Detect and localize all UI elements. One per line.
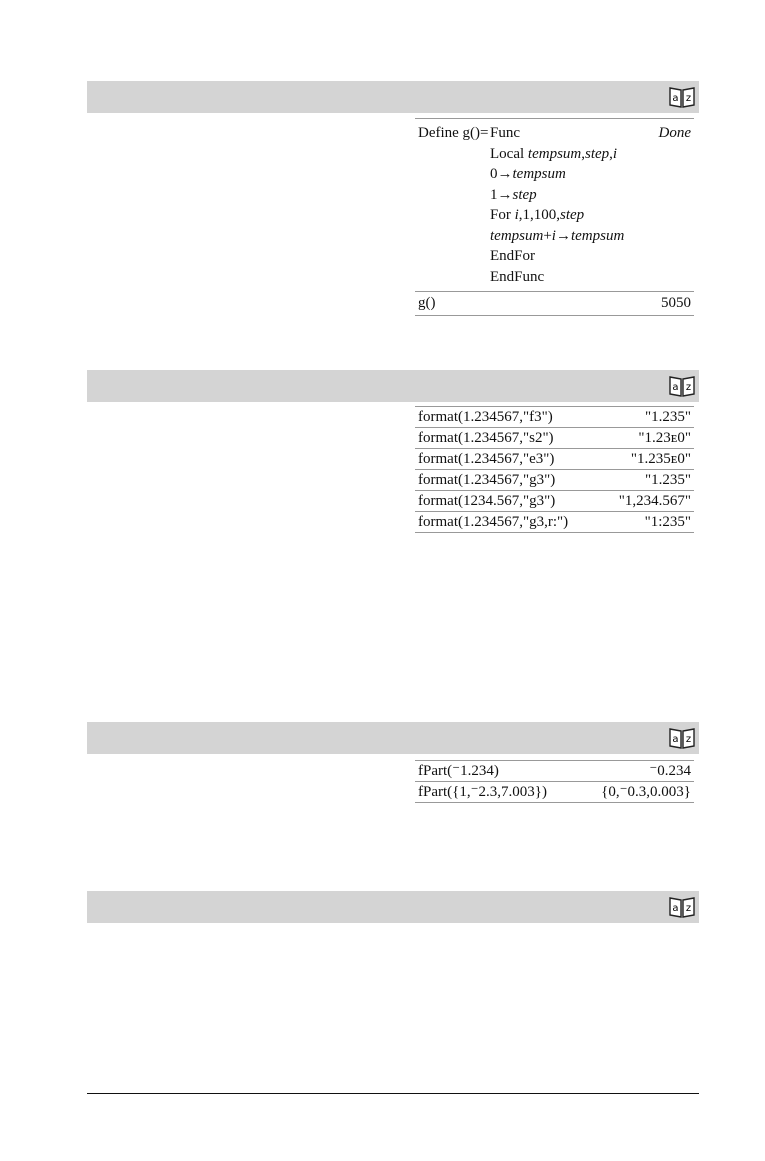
catalog-book-icon — [669, 895, 695, 919]
call-input: g() — [418, 295, 436, 311]
format-input: format(1.234567,"s2") — [418, 430, 554, 446]
call-result: 5050 — [661, 295, 691, 311]
function-token: EndFor — [490, 248, 535, 264]
catalog-book-icon — [669, 85, 695, 109]
format-output: "1,234.567" — [618, 493, 691, 509]
format-examples — [415, 406, 694, 533]
define-function-example — [415, 118, 694, 316]
function-line — [490, 144, 624, 165]
svg-text:z: z — [685, 734, 692, 745]
define-result: Done — [658, 125, 691, 141]
function-token: tempsum — [490, 227, 544, 244]
function-token: , — [609, 145, 613, 162]
function-token: tempsum — [512, 166, 566, 182]
format-row — [415, 407, 694, 428]
format-output: "1.235" — [645, 472, 691, 488]
format-input: format(1.234567,"g3") — [418, 472, 556, 488]
function-token: 0→ — [490, 166, 513, 182]
function-line — [490, 246, 624, 267]
function-token: tempsum — [570, 227, 625, 244]
function-token: For — [490, 207, 515, 223]
section-header-bar-2 — [87, 370, 699, 402]
svg-text:a: a — [672, 903, 679, 914]
function-token: , — [581, 145, 585, 162]
format-row — [415, 470, 694, 491]
function-token: i — [514, 207, 519, 223]
function-token: step — [584, 145, 610, 162]
function-token: tempsum — [527, 145, 582, 162]
format-input: format(1.234567,"e3") — [418, 451, 555, 467]
svg-text:z: z — [685, 903, 692, 914]
format-row — [415, 512, 694, 533]
function-line — [490, 185, 624, 206]
footer-rule — [87, 1093, 699, 1094]
define-entry — [415, 119, 694, 292]
fpart-output: {0,⁻0.3,0.003} — [601, 784, 691, 800]
catalog-book-icon — [669, 374, 695, 398]
function-token: + — [543, 227, 552, 244]
format-output: "1.235ᴇ0" — [630, 451, 691, 467]
svg-text:a: a — [672, 93, 679, 104]
function-token: Local — [490, 145, 528, 162]
function-token: Func — [490, 125, 520, 141]
function-token: → — [555, 227, 571, 244]
format-output: "1.23ᴇ0" — [638, 430, 691, 446]
section-header-bar-3 — [87, 722, 699, 754]
svg-text:a: a — [672, 734, 679, 745]
format-row — [415, 491, 694, 512]
format-input: format(1.234567,"g3,r:") — [418, 514, 569, 530]
section-header-bar-4 — [87, 891, 699, 923]
svg-text:a: a — [672, 382, 679, 393]
format-row — [415, 449, 694, 470]
fpart-input: fPart({1,⁻2.3,7.003}) — [418, 784, 547, 800]
format-output: "1.235" — [645, 409, 691, 425]
svg-text:z: z — [685, 382, 692, 393]
function-token: i — [612, 145, 618, 162]
fpart-row — [415, 761, 694, 782]
function-token: EndFunc — [490, 268, 545, 285]
format-output: "1:235" — [644, 514, 691, 530]
function-line — [490, 267, 624, 288]
fpart-input: fPart(⁻1.234) — [418, 763, 499, 779]
format-input: format(1234.567,"g3") — [418, 493, 556, 509]
function-body — [490, 123, 624, 287]
call-row — [415, 292, 694, 316]
function-line — [490, 205, 624, 226]
function-token: 1→ — [490, 186, 513, 203]
fpart-examples — [415, 760, 694, 803]
function-line — [490, 226, 624, 247]
function-token: step — [512, 186, 537, 203]
function-token: step — [560, 207, 585, 223]
svg-text:z: z — [685, 93, 692, 104]
fpart-output: ⁻0.234 — [649, 763, 691, 779]
section-header-bar-1 — [87, 81, 699, 113]
define-label: Define g()= — [418, 125, 489, 141]
fpart-row — [415, 782, 694, 803]
catalog-book-icon — [669, 726, 695, 750]
format-input: format(1.234567,"f3") — [418, 409, 553, 425]
function-line — [490, 164, 624, 185]
format-row — [415, 428, 694, 449]
function-line — [490, 123, 624, 144]
function-token: i — [551, 227, 556, 244]
function-token: ,1,100, — [518, 207, 561, 223]
